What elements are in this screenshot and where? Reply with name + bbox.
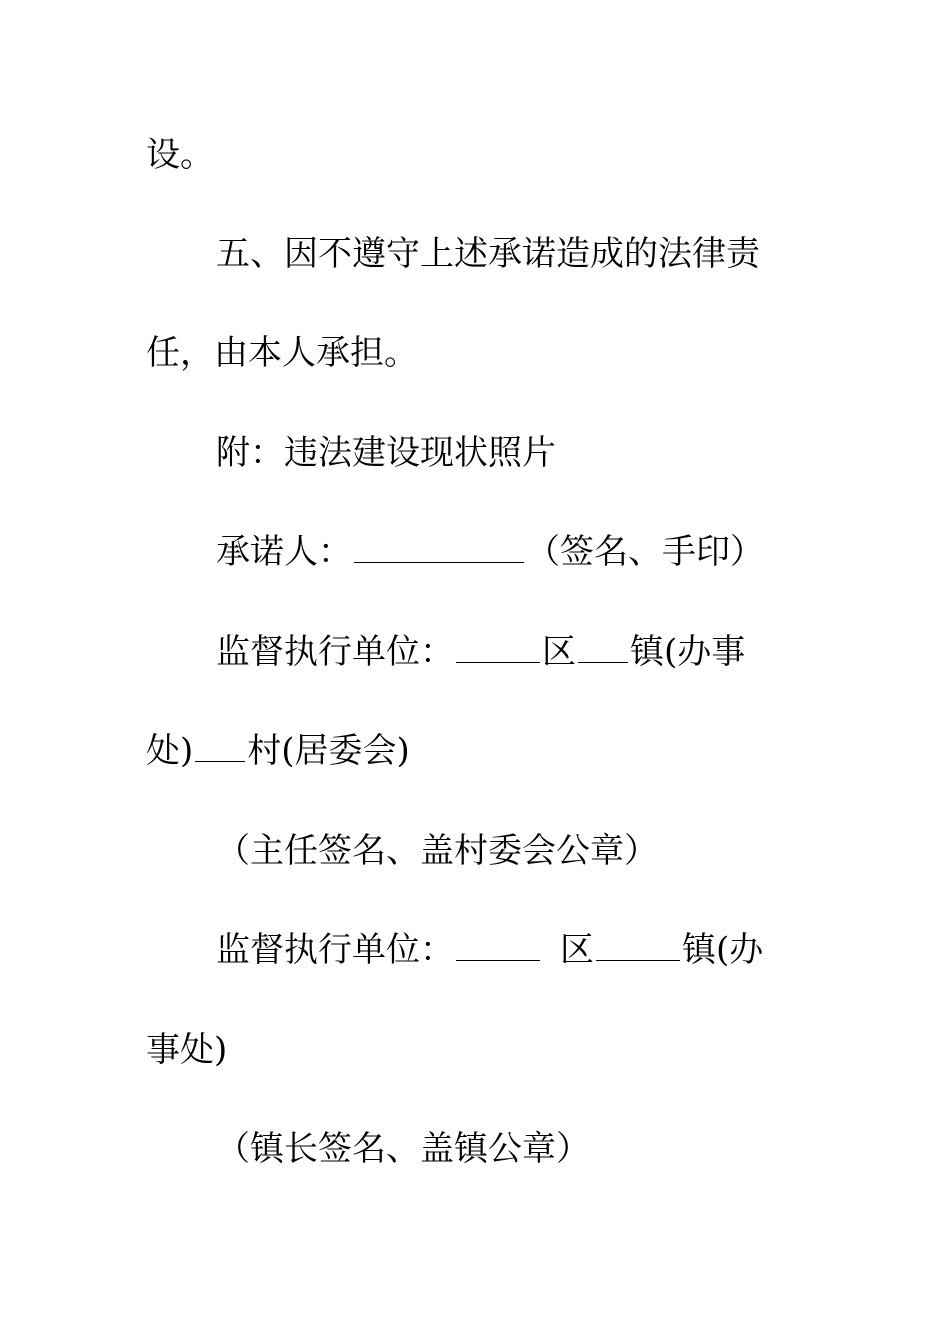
text-line <box>146 1030 227 1070</box>
signature-blank <box>354 534 524 563</box>
town-blank <box>596 932 680 961</box>
line-text: 承诺人： <box>216 532 352 572</box>
text-line <box>216 1129 590 1169</box>
signer-line <box>216 532 764 572</box>
line-text: 镇(办 <box>682 930 764 970</box>
text-line <box>216 831 658 871</box>
text-line <box>146 731 410 771</box>
line-text: 区 <box>560 930 594 970</box>
line-text: 附：违法建设现状照片 <box>216 433 556 473</box>
line-text: 设。 <box>146 135 214 175</box>
line-text: 处) <box>146 731 194 771</box>
district-blank <box>456 634 540 663</box>
text-line <box>216 433 556 473</box>
line-text: 监督执行单位： <box>216 930 454 970</box>
line-text: 镇(办事 <box>630 632 746 672</box>
line-text: 村(居委会) <box>247 731 410 771</box>
village-blank <box>195 733 245 762</box>
text-line <box>146 135 214 175</box>
text-line <box>146 333 418 373</box>
line-text: 任，由本人承担。 <box>146 333 418 373</box>
line-text: （镇长签名、盖镇公章） <box>216 1129 590 1169</box>
district-blank <box>456 932 540 961</box>
supervisor-line <box>216 632 745 672</box>
line-text: （签名、手印） <box>526 532 764 572</box>
line-text: 事处) <box>146 1030 228 1070</box>
supervisor-line <box>216 930 763 970</box>
line-text: 区 <box>542 632 576 672</box>
text-line <box>216 234 760 274</box>
town-blank <box>578 634 628 663</box>
line-text: 五、因不遵守上述承诺造成的法律责 <box>216 234 760 274</box>
line-text: 监督执行单位： <box>216 632 454 672</box>
line-text: （主任签名、盖村委会公章） <box>216 831 658 871</box>
